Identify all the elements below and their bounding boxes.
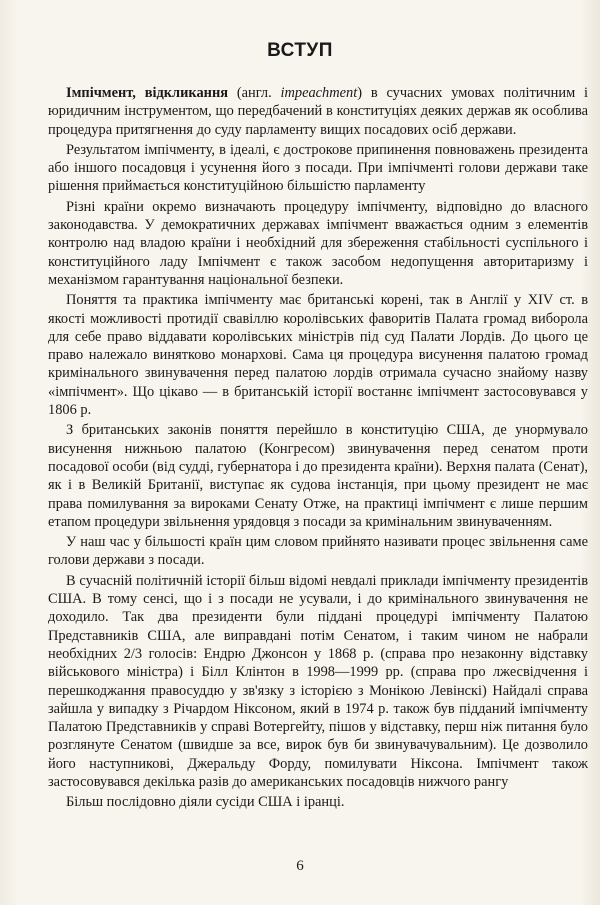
page-title: ВСТУП	[267, 40, 333, 61]
paragraph: Поняття та практика імпічменту має британські корені, так в Англії у XIV ст. в якості можливості протидії свавіллю королівських фаворитів Палата громад виборола для себе право віддавати королівських міністрів під суд Палати Лордів. До цього це право належало винятково монархові. Сама ця процедура висунення палатою громад кримінального звинувачення перед палатою лордів отримала сучасно знайому назву «імпічмент». Що цікаво — в британській історії востаннє імпічмент застосовувався у 1806 р.	[48, 292, 588, 419]
paragraph: Результатом імпічменту, в ідеалі, є дострокове припинення повноважень президента або іншого посадовця і усунення його з посади. При імпічменті голови держави таке рішення приймається конституційною більшістю парламенту	[48, 141, 588, 195]
paragraph: У наш час у більшості країн цим словом прийнято називати процес звільнення саме голови держави з посади.	[48, 534, 588, 569]
body-text	[48, 84, 588, 812]
term-recall: відкликання	[144, 85, 229, 101]
page-number: 6	[296, 858, 304, 874]
term-prefix: (англ.	[228, 85, 281, 101]
paragraph-intro	[48, 84, 588, 139]
paragraph: В сучасній політичній історії більш відомі невдалі приклади імпічменту президентів США. В тому сенсі, що і з посади не усували, і до кримінального звинувачення не доходило. Так два президенти були піддані процедурі імпічменту Палатою Представників США, але виправдані потім Сенатом, і таким чином не набрали необхідних 2/3 голосів: Ендрю Джонсон у 1868 р. (справа про незаконну відставку військового міністра) і Білл Клінтон в 1998—1999 рр. (справа про лжесвідчення і перешкоджання правосуддю у зв'язку з історією з Монікою Левінскі) Найдалі справа зайшла у випадку з Річардом Ніксоном, який в 1974 р. також був підданий імпічменту Палатою Представників у справі Вотергейту, пішов у відставку, перш ніж питання було розглянуте Сенатом (швидше за все, вирок був би звинувачувальним). Це дозволило його наступникові, Джеральду Форду, помилувати Ніксона. Імпічмент також застосовувався декілька разів до американських посадовців нижчого рангу	[48, 572, 588, 790]
term-impeachment: Імпічмент	[66, 85, 133, 101]
paragraph: Більш послідовно діяли сусіди США і іранці.	[66, 794, 345, 811]
paragraph: Різні країни окремо визначають процедуру імпічменту, відповідно до власного законодавства. У демократичних державах імпічмент вважається одним з елементів контролю над владою країни і необхідний для збереження стабільності суспільного і конституційного ладу Імпічмент є також засобом недопущення авторитаризму і механізмом гарантування національної безпеки.	[48, 198, 588, 288]
paragraph: З британських законів поняття перейшло в конституцію США, де унормувало висунення нижньою палатою (Конгресом) звинувачення перед сенатом проти посадової особи (від судді, губернатора і до президента країни). Верхня палата (Сенат), як і в Великій Британії, виступає як судова інстанція, при цьому президент не має права помилування за вироками Сенату Отже, на практиці імпічмент є лише першим етапом процедури звільнення урядовця з посади за кримінальним звинуваченням.	[48, 422, 588, 530]
term-english: impeachment	[280, 85, 358, 101]
term-separator: ,	[132, 85, 145, 101]
intro-rest: ) в сучасних умовах політичним і юридичним інструментом, що передбачений в конституціях деяких держав як особлива процедура притягнення до суду парламенту вищих посадових осіб держави.	[48, 85, 588, 138]
